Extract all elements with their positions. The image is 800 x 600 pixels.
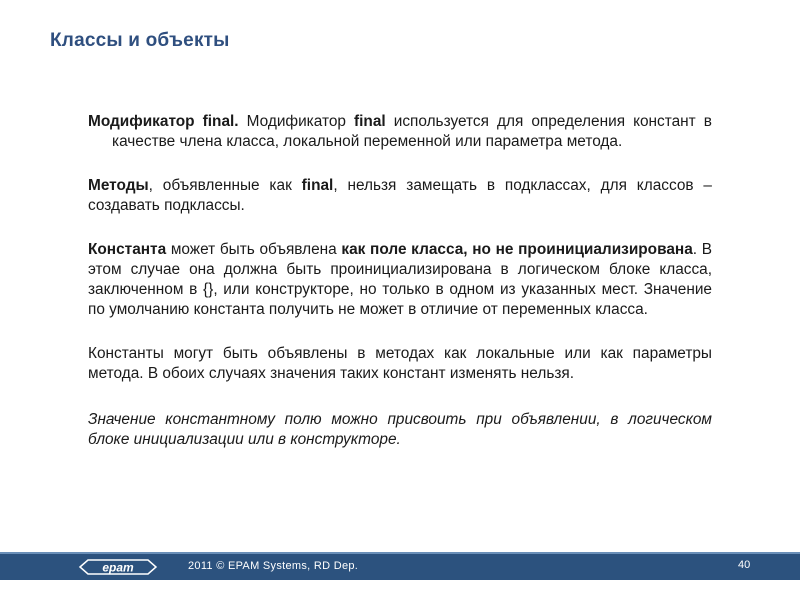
page-number: 40 [738, 559, 751, 571]
footer-bar [0, 552, 800, 580]
keyword-final: final [301, 177, 334, 194]
paragraph-text: может быть объявлена [166, 241, 342, 258]
term-methods: Методы [88, 177, 149, 194]
paragraph-text: , нельзя замещать в подклассах, для классов – создавать подклассы. [88, 177, 712, 214]
paragraph-text: Константы могут быть объявлены в методах как локальные или как параметры метода. В обоих случаях значения таких констант изменять нельзя. [88, 345, 712, 382]
term-final-modifier: Модификатор final. [88, 113, 239, 130]
paragraph-text: . В этом случае она должна быть проинициализирована в логическом блоке класса, заключенном в {}, или конструкторе, но только в одном из указанных мест. Значение по умолчанию константа получить не может в отличие от переменных класса. [88, 241, 712, 318]
footer-copyright: 2011 © EPAM Systems, RD Dep. [188, 560, 359, 572]
paragraph-text: используется для определения констант в качестве члена класса, локальной переменной или параметра метода. [112, 113, 712, 150]
epam-logo-graphic [78, 558, 158, 576]
paragraph-local-constants [88, 344, 712, 384]
epam-logo [78, 558, 158, 576]
paragraph-final-modifier [88, 112, 712, 152]
paragraph-text: , объявленные как [148, 177, 302, 194]
paragraph-constant [88, 240, 712, 320]
keyword-final: final [354, 113, 386, 130]
svg-text:epam: epam [102, 560, 134, 575]
term-class-field: как поле класса, но не проинициализирована [341, 241, 693, 258]
paragraph-methods [88, 176, 712, 216]
paragraph-text: Значение константному полю можно присвоить при объявлении, в логическом блоке инициализации или в конструкторе. [88, 411, 712, 448]
paragraph-constant-assignment [88, 410, 712, 450]
slide-title: Классы и объекты [50, 30, 230, 51]
term-constant: Константа [88, 241, 167, 258]
slide-content [88, 112, 712, 474]
paragraph-text: Модификатор [238, 113, 355, 130]
